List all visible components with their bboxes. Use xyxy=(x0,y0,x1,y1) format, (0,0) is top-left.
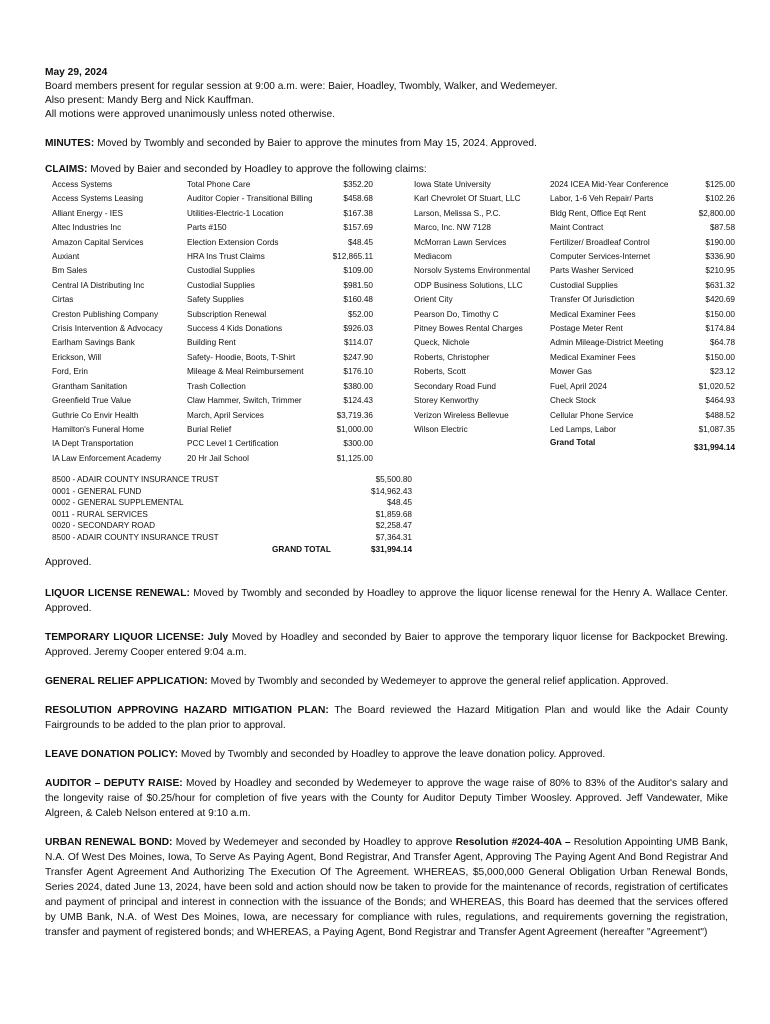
claim-vendor: IA Law Enforcement Academy xyxy=(52,453,162,463)
agenda-item-text: The Board reviewed the Hazard Mitigation Plan and would like the Adair County Fairgrounds to be added to the plan prior to approval. xyxy=(45,705,728,731)
agenda-item xyxy=(45,747,728,762)
agenda-item xyxy=(45,586,728,616)
fund-grand-total-label: GRAND TOTAL xyxy=(272,545,331,554)
claim-amount: $631.32 xyxy=(705,280,735,290)
right-description-column xyxy=(550,178,685,437)
fund-name: 8500 - ADAIR COUNTY INSURANCE TRUST xyxy=(52,532,219,542)
claims-grand-total-value: $31,994.14 xyxy=(694,443,735,452)
claim-amount: $64.78 xyxy=(709,338,735,348)
claim-amount: $926.03 xyxy=(343,324,373,334)
urban-text-2: Resolution Appointing UMB Bank, N.A. Of West Des Moines, Iowa, To Serve As Paying Agent, Bond Registrar, And Transfer Agent, Approving The Paying Agent And Bond Registrar And Transfer Agent Agreement And Authorizing The Execution Of The Agreement. WHEREAS, $5,000,000 General Obligation Urban Renewal Bonds, Series 2024, dated June 13, 2024, have been sold and action should now be taken to provide for the maintenance of records, registration of certificates and payment of principal and interest in connection with the issuance of the Bonds; and WHEREAS, this Board has deemed that the services offered by UMB Bank, N.A. of West Des Moines, Iowa, are necessary for compliance with rules, regulations, and requirements governing the registration, transfer and payment of registered bonds; and WHEREAS, a Paying Agent, Bond Registrar and Transfer Agent Agreement (hereafter "Agreement") xyxy=(45,837,728,938)
agenda-item xyxy=(45,703,728,733)
claim-description: PCC Level 1 Certification xyxy=(187,439,279,449)
urban-resolution: Resolution #2024-40A – xyxy=(455,837,571,848)
claim-description: Success 4 Kids Donations xyxy=(187,324,283,334)
claim-description: Total Phone Care xyxy=(187,180,251,189)
claim-description: Labor, 1-6 Veh Repair/ Parts xyxy=(550,194,654,204)
agenda-item xyxy=(45,630,728,660)
claim-amount: $336.90 xyxy=(705,252,735,262)
agenda-item-text: Moved by Hoadley and seconded by Wedemeyer to approve the wage raise of 80% to 83% of the Auditor's salary and the longevity raise of $0.25/hour for completion of five years with the County for Auditor Deputy Timber Woosley. Approved. Jeff Vandewater, Mike Algreen, & Caleb Nelson entered at 9:10 a.m. xyxy=(45,778,728,819)
claim-amount: $3,719.36 xyxy=(336,410,373,420)
claim-vendor: ODP Business Solutions, LLC xyxy=(414,280,523,290)
claim-vendor: IA Dept Transportation xyxy=(52,439,134,449)
claim-description: Medical Examiner Fees xyxy=(550,352,636,362)
claim-amount: $174.84 xyxy=(705,324,735,334)
claim-description: Subscription Renewal xyxy=(187,309,267,319)
claim-vendor: Verizon Wireless Bellevue xyxy=(414,410,509,420)
left-vendor-column xyxy=(52,178,187,466)
agenda-item-text: Moved by Twombly and seconded by Wedemeyer to approve the general relief application. Approved. xyxy=(207,676,669,687)
claim-amount: $352.20 xyxy=(343,180,373,189)
claim-vendor: Central IA Distributing Inc xyxy=(52,280,145,290)
claim-description: Cellular Phone Service xyxy=(550,410,634,420)
agenda-item-label: TEMPORARY LIQUOR LICENSE: July xyxy=(45,632,229,643)
claim-description: Led Lamps, Labor xyxy=(550,424,616,434)
claim-amount: $160.48 xyxy=(343,295,373,305)
claim-description: Building Rent xyxy=(187,338,236,348)
left-description-column xyxy=(187,178,337,466)
claim-vendor: Auxiant xyxy=(52,252,80,262)
fund-amount: $14,962.43 xyxy=(371,486,412,496)
claim-description: Safety- Hoodie, Boots, T-Shirt xyxy=(187,352,296,362)
claim-description: Safety Supplies xyxy=(187,295,244,305)
urban-text-1: Moved by Wedemeyer and seconded by Hoadley to approve xyxy=(172,837,456,848)
claim-description: HRA Ins Trust Claims xyxy=(187,252,265,262)
agenda-item-label: LIQUOR LICENSE RENEWAL: xyxy=(45,588,190,599)
motions-note: All motions were approved unanimously unless noted otherwise. xyxy=(45,109,335,120)
claims-motion xyxy=(45,163,728,177)
claim-amount: $210.95 xyxy=(705,266,735,276)
claim-amount: $157.69 xyxy=(343,223,373,233)
claim-vendor: Greenfield True Value xyxy=(52,396,132,406)
also-present: Also present: Mandy Berg and Nick Kauffman. xyxy=(45,95,254,106)
claim-description: Postage Meter Rent xyxy=(550,324,623,334)
claim-description: Computer Services-Internet xyxy=(550,252,651,262)
claim-description: Burial Relief xyxy=(187,424,232,434)
claim-description: Bldg Rent, Office Eqt Rent xyxy=(550,208,646,218)
fund-grand-total-value: $31,994.14 xyxy=(371,545,412,554)
claim-vendor: Iowa State University xyxy=(414,180,491,189)
claim-vendor: Erickson, Will xyxy=(52,352,102,362)
claims-label: CLAIMS: xyxy=(45,164,88,175)
claim-amount: $167.38 xyxy=(343,208,373,218)
claim-amount: $150.00 xyxy=(705,352,735,362)
claim-description: Custodial Supplies xyxy=(550,280,618,290)
claims-grand-total-label: Grand Total xyxy=(550,438,596,447)
minutes-page xyxy=(45,66,735,954)
claim-vendor: Wilson Electric xyxy=(414,424,468,434)
claim-amount: $488.52 xyxy=(705,410,735,420)
claim-vendor: Alliant Energy - IES xyxy=(52,208,123,218)
claim-description: Fertilizer/ Broadleaf Control xyxy=(550,237,650,247)
claim-amount: $981.50 xyxy=(343,280,373,290)
agenda-item xyxy=(45,776,728,821)
claim-description: Auditor Copier - Transitional Billing xyxy=(187,194,313,204)
claim-amount: $2,800.00 xyxy=(698,208,735,218)
claim-amount: $247.90 xyxy=(343,352,373,362)
claim-description: Maint Contract xyxy=(550,223,604,233)
claim-description: 2024 ICEA Mid-Year Conference xyxy=(550,180,669,189)
claim-amount: $109.00 xyxy=(343,266,373,276)
right-vendor-column xyxy=(414,178,549,437)
claim-amount: $300.00 xyxy=(343,439,373,449)
claim-amount: $87.58 xyxy=(709,223,735,233)
claim-vendor: Hamilton's Funeral Home xyxy=(52,424,145,434)
claim-description: Custodial Supplies xyxy=(187,280,255,290)
claim-amount: $102.26 xyxy=(705,194,735,204)
claim-vendor: Crisis Intervention & Advocacy xyxy=(52,324,163,334)
claim-amount: $1,000.00 xyxy=(336,424,373,434)
claim-description: Utilities-Electric-1 Location xyxy=(187,208,284,218)
fund-amount-column xyxy=(345,474,412,544)
fund-summary xyxy=(45,474,728,556)
claim-vendor: McMorran Lawn Services xyxy=(414,237,507,247)
agenda-item-text: Moved by Hoadley and seconded by Baier to approve the temporary liquor license for Backpocket Brewing. Approved. Jeremy Cooper entered 9:04 a.m. xyxy=(45,632,728,658)
claim-vendor: Karl Chevrolet Of Stuart, LLC xyxy=(414,194,521,204)
claim-amount: $150.00 xyxy=(705,309,735,319)
claim-vendor: Creston Publishing Company xyxy=(52,309,159,319)
claim-amount: $114.07 xyxy=(344,338,373,348)
claim-vendor: Guthrie Co Envir Health xyxy=(52,410,139,420)
fund-amount: $48.45 xyxy=(386,498,412,508)
fund-amount: $2,258.47 xyxy=(375,521,412,531)
urban-renewal-bond xyxy=(45,835,728,940)
agenda-item-label: GENERAL RELIEF APPLICATION: xyxy=(45,676,208,687)
claim-description: Transfer Of Jurisdiction xyxy=(550,295,635,305)
claim-vendor: Cirtas xyxy=(52,295,74,305)
minutes-text: Moved by Twombly and seconded by Baier to approve the minutes from May 15, 2024. Approved. xyxy=(94,138,537,149)
claim-amount: $1,125.00 xyxy=(336,453,373,463)
fund-name-column xyxy=(52,474,312,544)
claim-vendor: Amazon Capital Services xyxy=(52,237,144,247)
fund-amount: $1,859.68 xyxy=(375,509,412,519)
claim-description: Fuel, April 2024 xyxy=(550,381,607,391)
right-amount-column xyxy=(677,178,735,437)
claim-amount: $125.00 xyxy=(705,180,735,189)
claim-amount: $12,865.11 xyxy=(332,252,373,262)
claim-amount: $458.68 xyxy=(343,194,373,204)
agenda-items xyxy=(45,586,728,821)
claim-description: Mileage & Meal Reimbursement xyxy=(187,367,304,377)
urban-label: URBAN RENEWAL BOND: xyxy=(45,837,173,848)
fund-name: 0011 - RURAL SERVICES xyxy=(52,509,148,519)
claim-description: Medical Examiner Fees xyxy=(550,309,636,319)
members-present: Board members present for regular session at 9:00 a.m. were: Baier, Hoadley, Twombly, Walker, and Wedemeyer. xyxy=(45,81,558,92)
claim-amount: $420.69 xyxy=(705,295,735,305)
claim-vendor: Larson, Melissa S., P.C. xyxy=(414,208,501,218)
claim-vendor: Access Systems xyxy=(52,180,113,189)
claim-description: Trash Collection xyxy=(187,381,246,391)
claim-description: Parts #150 xyxy=(187,223,227,233)
claim-vendor: Pitney Bowes Rental Charges xyxy=(414,324,523,334)
meeting-date: May 29, 2024 xyxy=(45,67,108,78)
claim-amount: $1,020.52 xyxy=(698,381,735,391)
claims-table xyxy=(45,178,735,468)
claim-amount: $380.00 xyxy=(343,381,373,391)
claims-approved: Approved. xyxy=(45,557,92,568)
claim-description: Mower Gas xyxy=(550,367,592,377)
claim-description: Parts Washer Serviced xyxy=(550,266,634,276)
claim-vendor: Storey Kenworthy xyxy=(414,396,479,406)
claim-vendor: Access Systems Leasing xyxy=(52,194,144,204)
claim-vendor: Bm Sales xyxy=(52,266,88,276)
fund-name: 8500 - ADAIR COUNTY INSURANCE TRUST xyxy=(52,475,219,484)
fund-name: 0001 - GENERAL FUND xyxy=(52,486,142,496)
minutes-label: MINUTES: xyxy=(45,138,95,149)
claim-vendor: Pearson Do, Timothy C xyxy=(414,309,499,319)
claim-vendor: Queck, Nichole xyxy=(414,338,470,348)
fund-name: 0020 - SECONDARY ROAD xyxy=(52,521,155,531)
claim-description: March, April Services xyxy=(187,410,264,420)
agenda-item-text: Moved by Twombly and seconded by Hoadley to approve the leave donation policy. Approved. xyxy=(178,749,606,760)
claim-description: Custodial Supplies xyxy=(187,266,255,276)
claim-amount: $52.00 xyxy=(347,309,373,319)
agenda-item-label: LEAVE DONATION POLICY: xyxy=(45,749,179,760)
claim-vendor: Norsolv Systems Environmental xyxy=(414,266,531,276)
claim-vendor: Marco, Inc. NW 7128 xyxy=(414,223,491,233)
agenda-item-text: Moved by Twombly and seconded by Hoadley to approve the liquor license renewal for the Henry A. Wallace Center. Approved. xyxy=(45,588,728,614)
agenda-item-label: RESOLUTION APPROVING HAZARD MITIGATION PLAN: xyxy=(45,705,329,716)
claim-description: Admin Mileage-District Meeting xyxy=(550,338,664,348)
claim-vendor: Orient City xyxy=(414,295,453,305)
claim-amount: $124.43 xyxy=(343,396,373,406)
claim-vendor: Roberts, Christopher xyxy=(414,352,490,362)
claim-amount: $190.00 xyxy=(705,237,735,247)
agenda-item xyxy=(45,674,728,689)
claim-vendor: Roberts, Scott xyxy=(414,367,466,377)
claim-vendor: Secondary Road Fund xyxy=(414,381,496,391)
claim-amount: $23.12 xyxy=(709,367,735,377)
agenda-item-label: AUDITOR – DEPUTY RAISE: xyxy=(45,778,183,789)
fund-amount: $5,500.80 xyxy=(375,475,412,484)
claim-description: 20 Hr Jail School xyxy=(187,453,249,463)
left-amount-column xyxy=(327,178,373,466)
claim-vendor: Grantham Sanitation xyxy=(52,381,128,391)
claim-vendor: Altec Industries Inc xyxy=(52,223,122,233)
fund-name: 0002 - GENERAL SUPPLEMENTAL xyxy=(52,498,184,508)
minutes-motion xyxy=(45,137,728,151)
claim-vendor: Ford, Erin xyxy=(52,367,88,377)
claim-amount: $176.10 xyxy=(343,367,373,377)
claim-description: Check Stock xyxy=(550,396,596,406)
claim-amount: $48.45 xyxy=(347,237,373,247)
fund-amount: $7,364.31 xyxy=(375,532,412,542)
claim-vendor: Earlham Savings Bank xyxy=(52,338,135,348)
claim-vendor: Mediacom xyxy=(414,252,452,262)
claims-text: Moved by Baier and seconded by Hoadley to approve the following claims: xyxy=(87,164,427,175)
claim-amount: $1,087.35 xyxy=(698,424,735,434)
claim-amount: $464.93 xyxy=(705,396,735,406)
claim-description: Election Extension Cords xyxy=(187,237,279,247)
claim-description: Claw Hammer, Switch, Trimmer xyxy=(187,396,302,406)
